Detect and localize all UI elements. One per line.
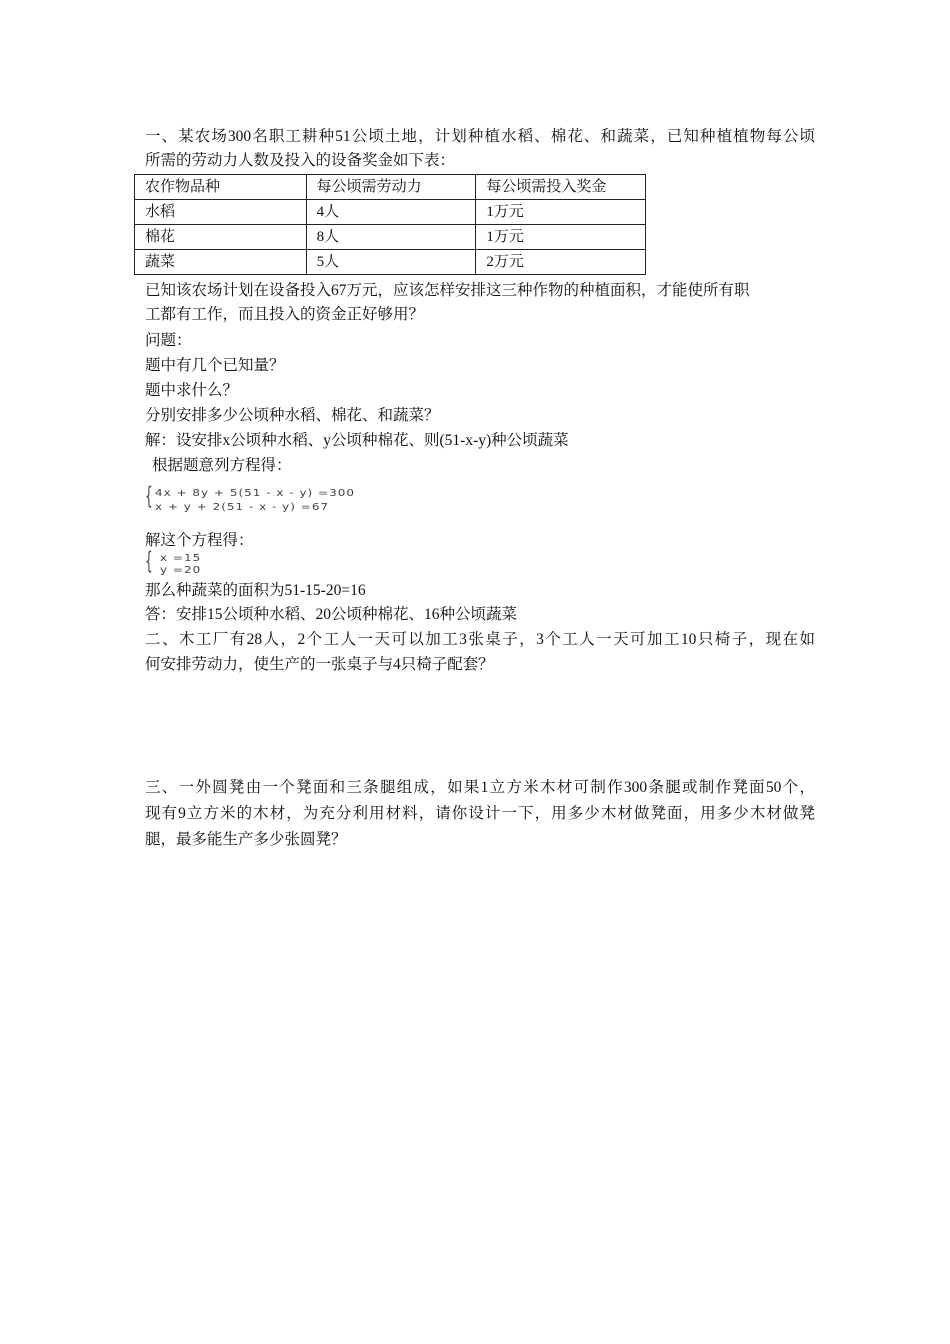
table-cell: 2万元: [476, 250, 646, 275]
solution-setup: 解：设安排x公顷种水稻、y公顷种棉花、则(51-x-y)种公顷蔬菜: [145, 432, 569, 449]
table-cell: 1万元: [476, 225, 646, 250]
table-cell: 4人: [306, 200, 476, 225]
solve-label: 解这个方程得：: [145, 532, 254, 549]
question-1: 题中有几个已知量？: [145, 357, 285, 374]
vegetable-area: 那么种蔬菜的面积为51-15-20=16: [145, 582, 366, 599]
solution-brace: {: [145, 547, 153, 575]
table-cell: 8人: [306, 225, 476, 250]
questions-label: 问题：: [145, 332, 192, 349]
table-cell: 1万元: [476, 200, 646, 225]
question-3: 分别安排多少公顷种水稻、棉花、和蔬菜？: [145, 407, 440, 424]
equation-brace: {: [145, 482, 153, 510]
table-cell: 棉花: [135, 225, 307, 250]
equation-2: x + y + 2(51 - x - y) =67: [155, 501, 330, 513]
q1-after-line2: 工都有工作，而且投入的资金正好够用？: [145, 306, 425, 323]
equation-intro: 根据题意列方程得：: [152, 457, 292, 474]
table-row: [135, 225, 646, 250]
q1-intro-line1: 一、某农场300名职工耕种51公顷土地，计划种植水稻、棉花、和蔬菜，已知种植植物每公顷: [145, 128, 815, 145]
q3-line1: 三、一外圆凳由一个凳面和三条腿组成，如果1立方米木材可制作300条腿或制作凳面50个，: [145, 779, 815, 796]
q1-after-line1: 已知该农场计划在设备投入67万元，应该怎样安排这三种作物的种植面积，才能使所有职: [145, 282, 750, 299]
equation-1: 4x + 8y + 5(51 - x - y) =300: [155, 487, 356, 499]
table-row: [135, 200, 646, 225]
q1-answer: 答：安排15公顷种水稻、20公顷种棉花、16种公顷蔬菜: [145, 606, 518, 623]
table-cell: 水稻: [135, 200, 307, 225]
q3-line3: 腿，最多能生产多少张圆凳？: [145, 831, 347, 848]
table-cell: 5人: [306, 250, 476, 275]
q2-line2: 何安排劳动力，使生产的一张桌子与4只椅子配套？: [145, 656, 494, 673]
solution-x: x =15: [160, 552, 202, 564]
table-header-row: [135, 175, 646, 200]
q1-intro-line2: 所需的劳动力人数及投入的设备奖金如下表：: [145, 152, 456, 169]
crop-table: [134, 174, 646, 275]
question-2: 题中求什么？: [145, 382, 239, 399]
table-row: [135, 250, 646, 275]
table-header-cell: 农作物品种: [135, 175, 307, 200]
table-header-cell: 每公顷需投入奖金: [476, 175, 646, 200]
q3-line2: 现有9立方米的木材，为充分利用材料，请你设计一下，用多少木材做凳面，用多少木材做凳: [145, 805, 815, 822]
table-cell: 蔬菜: [135, 250, 307, 275]
table-header-cell: 每公顷需劳动力: [306, 175, 476, 200]
solution-y: y =20: [160, 564, 202, 576]
q2-line1: 二、木工厂有28人，2个工人一天可以加工3张桌子，3个工人一天可加工10只椅子，现在如: [145, 631, 815, 648]
